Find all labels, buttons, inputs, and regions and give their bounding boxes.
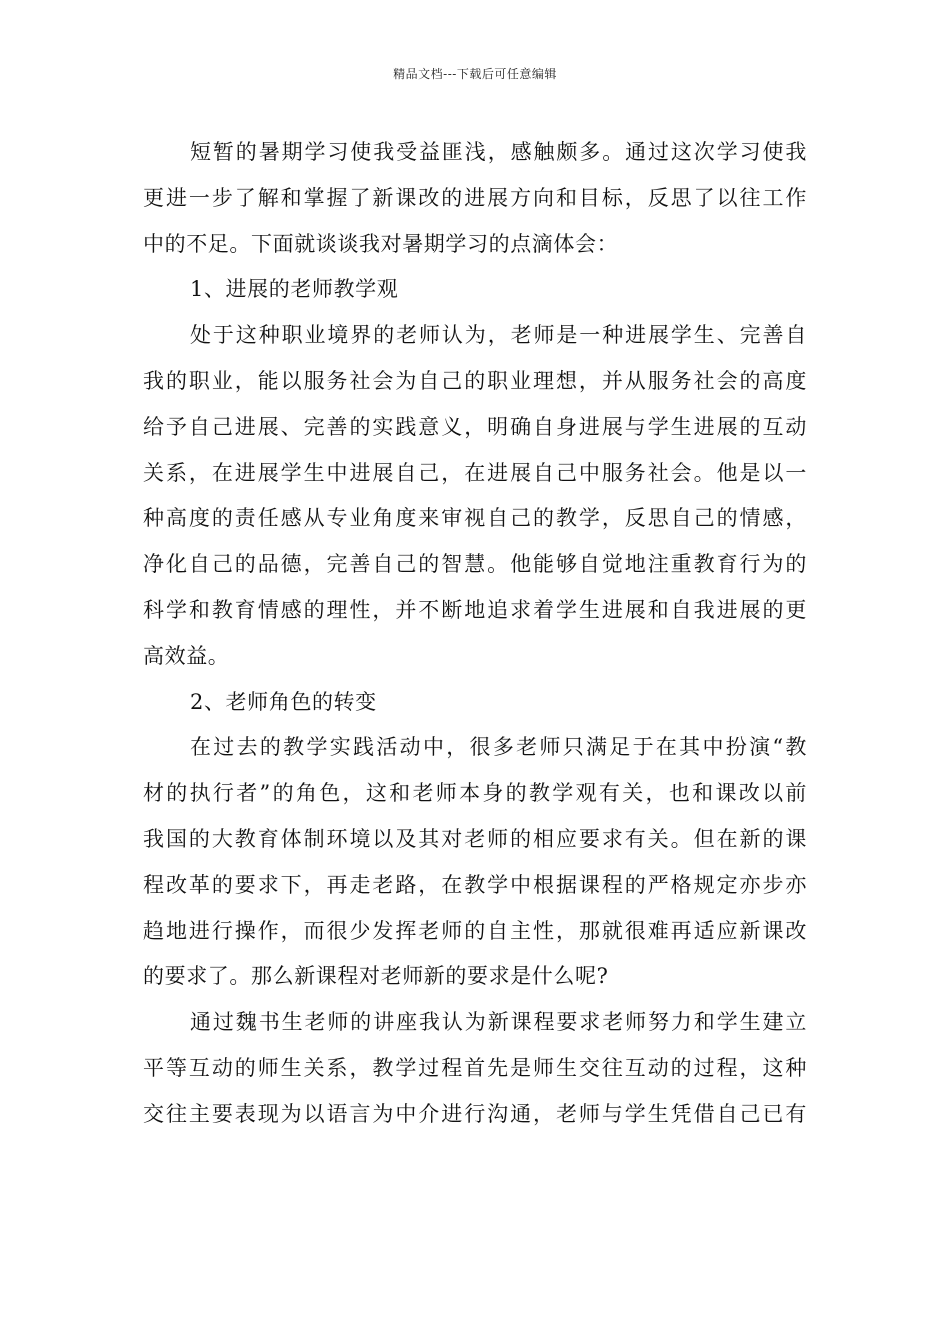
paragraph-line: 处于这种职业境界的老师认为，老师是一种进展学生、完善自 [190, 323, 807, 348]
paragraph-line: 中的不足。下面就谈谈我对暑期学习的点滴体会： [143, 231, 619, 256]
document-body [143, 132, 807, 1140]
paragraph-line: 程改革的要求下，再走老路，在教学中根据课程的严格规定亦步亦 [143, 872, 807, 897]
paragraph-line: 平等互动的师生关系，教学过程首先是师生交往互动的过程，这种 [143, 1055, 807, 1080]
paragraph-line: 短暂的暑期学习使我受益匪浅，感触颇多。通过这次学习使我 [190, 140, 807, 164]
paragraph-line: 材的执行者”的角色，这和老师本身的教学观有关，也和课改以前 [143, 781, 807, 806]
paragraph-line: 给予自己进展、完善的实践意义，明确自身进展与学生进展的互动 [143, 414, 807, 439]
page-header: 精品文档---下载后可任意编辑 [393, 67, 557, 81]
paragraph-line: 的要求了。那么新课程对老师新的要求是什么呢? [143, 964, 609, 989]
section-heading: 1、进展的老师教学观 [190, 277, 399, 302]
paragraph-line: 关系，在进展学生中进展自己，在进展自己中服务社会。他是以一 [143, 460, 807, 485]
paragraph-line: 趋地进行操作，而很少发挥老师的自主性，那就很难再适应新课改 [143, 918, 807, 943]
paragraph-line: 更进一步了解和掌握了新课改的进展方向和目标，反思了以往工作 [143, 185, 807, 210]
paragraph-line: 我国的大教育体制环境以及其对老师的相应要求有关。但在新的课 [143, 826, 807, 851]
paragraph-line: 在过去的教学实践活动中，很多老师只满足于在其中扮演“教 [190, 735, 807, 760]
section-heading: 2、老师角色的转变 [190, 689, 377, 714]
paragraph-line: 种高度的责任感从专业角度来审视自己的教学，反思自己的情感， [143, 506, 807, 531]
paragraph-line: 净化自己的品德，完善自己的智慧。他能够自觉地注重教育行为的 [143, 552, 807, 577]
paragraph-line: 高效益。 [143, 643, 230, 668]
paragraph-line: 科学和教育情感的理性，并不断地追求着学生进展和自我进展的更 [143, 597, 807, 622]
paragraph-line: 我的职业，能以服务社会为自己的职业理想，并从服务社会的高度 [143, 368, 807, 393]
paragraph-line: 通过魏书生老师的讲座我认为新课程要求老师努力和学生建立 [190, 1010, 807, 1035]
paragraph-line: 交往主要表现为以语言为中介进行沟通，老师与学生凭借自己已有 [143, 1101, 807, 1126]
